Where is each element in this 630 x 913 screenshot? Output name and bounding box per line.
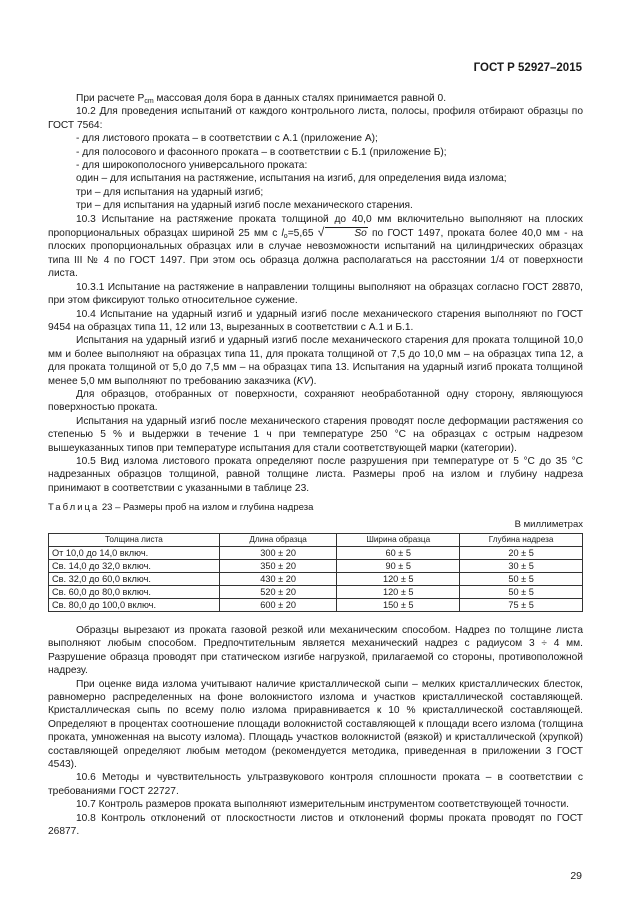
- table-row: [49, 560, 583, 573]
- text-segment: ).: [310, 375, 317, 387]
- page-content: [48, 92, 583, 839]
- text-segment: Испытания на ударный изгиб и ударный изгиб после механического старения для проката толщиной 10,0 мм и более выполняют на образцах типа 11, для проката толщиной от 7,5 до 10,0 мм – на образцах типа 12, а для проката толщиной от 5,0 до 7,5 мм – на образцах типа 13. Испытания на ударный изгиб проката толщиной менее 5,0 мм выполняют по требованию заказчика (: [48, 335, 583, 387]
- table-cell: 60 ± 5: [337, 547, 460, 560]
- table-cell: 300 ± 20: [219, 547, 336, 560]
- paragraph-impact-tests: [48, 334, 583, 388]
- table-cell: 520 ± 20: [219, 586, 336, 599]
- table-cell: 20 ± 5: [460, 547, 583, 560]
- specimen-size-table: [48, 533, 583, 612]
- table-cell: 120 ± 5: [337, 586, 460, 599]
- paragraph-10-5: 10.5 Вид излома листового проката определяют после разрушения при температуре от 5 °С до 35 °С надрезанных образцов толщиной, равной толщине листа. Размеры проб на излом и глубину надреза принимают в соответствии с указанными в таблице 23.: [48, 455, 583, 494]
- column-header: Длина образца: [219, 534, 336, 547]
- table-caption: [48, 501, 583, 514]
- table-cell: Св. 60,0 до 80,0 включ.: [49, 586, 220, 599]
- paragraph-10-3-1: 10.3.1 Испытание на растяжение в направлении толщины выполняют на образцах согласно ГОСТ 28870, при этом фиксируют только относительное сужение.: [48, 281, 583, 307]
- subscript: cm: [144, 98, 154, 105]
- table-cell: 150 ± 5: [337, 599, 460, 612]
- table-cell: Св. 80,0 до 100,0 включ.: [49, 599, 220, 612]
- paragraph-aging: Испытания на ударный изгиб после механического старения проводят после деформации растяжения со степенью 5 % и выдержки в течение 1 ч при температуре 250 °С на образцах с острым надрезом вышеуказанных типов при температуре испытания для стали соответствующей марки (категории).: [48, 415, 583, 454]
- text-segment: =5,65: [287, 228, 318, 240]
- table-cell: 120 ± 5: [337, 573, 460, 586]
- table-cell: 90 ± 5: [337, 560, 460, 573]
- column-header: Толщина листа: [49, 534, 220, 547]
- paragraph-10-3: [48, 213, 583, 281]
- formula-l: l: [281, 228, 284, 240]
- kv-symbol: KV: [296, 375, 311, 387]
- paragraph-10-6: 10.6 Методы и чувствительность ультразвукового контроля сплошности проката – в соответствии с требованиями ГОСТ 22727.: [48, 772, 583, 797]
- table-cell: 50 ± 5: [460, 586, 583, 599]
- table-caption-word: Таблица: [48, 502, 100, 514]
- subscript: o: [283, 233, 288, 241]
- table-cell: От 10,0 до 14,0 включ.: [49, 547, 220, 560]
- paragraph-10-2: 10.2 Для проведения испытаний от каждого контрольного листа, полосы, профиля отбирают образцы по ГОСТ 7564:: [48, 106, 583, 131]
- text-segment: массовая доля бора в данных сталях принимается равной 0.: [153, 93, 447, 104]
- paragraph-surface-samples: Для образцов, отобранных от поверхности, сохраняют необработанной одну сторону, являющуюся поверхностью проката.: [48, 388, 583, 414]
- table-header-row: [49, 534, 583, 547]
- paragraph-boron: [48, 92, 583, 105]
- table-cell: 350 ± 20: [219, 560, 336, 573]
- list-item: - для листового проката – в соответствии с А.1 (приложение А);: [76, 133, 378, 145]
- text-segment: 10.3 Испытание на растяжение проката толщиной до 40,0 мм включительно выполняют на плоских пропорциональных образцах шириной 25 мм с: [48, 213, 583, 240]
- table-caption-text: 23 – Размеры проб на излом и глубина надреза: [99, 502, 314, 514]
- paragraph-10-8: 10.8 Контроль отклонений от плоскостности листов и отклонений формы проката проводят по ГОСТ 26877.: [48, 812, 583, 838]
- paragraph-cutting: Образцы вырезают из проката газовой резкой или механическим способом. Надрез по толщине листа выполняют любым способом. Предпочтительным является механический надрез с радиусом 3 ÷ 4 мм. Разрушение образца проводят при статическом изгибе нагрузкой, прилагаемой со стороны, противоположной надрезу.: [48, 625, 583, 677]
- page-number: 29: [570, 870, 582, 882]
- list-item: три – для испытания на ударный изгиб после механического старения.: [76, 200, 413, 212]
- paragraph-fracture: При оценке вида излома учитывают наличие кристаллической сыпи – мелких кристаллических блесток, равномерно распределенных на фоне волокнистого излома и участков кристаллической составляющей. Кристаллическая сыпь по всему полю излома приравнивается к 10 % кристаллической составляющей. Определяют в процентах соотношение площади волокнистой составляющей к площади всего излома (толщина проката, умноженная на высоту излома). Площадь участков волокнистой (вязкой) и кристаллической (хрупкой) составляющей определяют любым методом (рекомендуется методика, приведенная в приложении 3 ГОСТ 4543).: [48, 678, 583, 771]
- table-row: [49, 573, 583, 586]
- sqrt-icon: √: [317, 225, 325, 240]
- list-item: - для полосового и фасонного проката – в соответствии с Б.1 (приложение Б);: [76, 146, 447, 158]
- list-item: три – для испытания на ударный изгиб;: [76, 186, 264, 198]
- table-cell: 75 ± 5: [460, 599, 583, 612]
- list-item: - для широкополосного универсального проката:: [76, 160, 308, 172]
- column-header: Глубина надреза: [460, 534, 583, 547]
- column-header: Ширина образца: [337, 534, 460, 547]
- document-standard-number: ГОСТ Р 52927–2015: [473, 62, 582, 74]
- table-cell: 30 ± 5: [460, 560, 583, 573]
- paragraph-10-4: 10.4 Испытание на ударный изгиб и ударный изгиб после механического старения выполняют по ГОСТ 9454 на образцах типа 11, 12 или 13, вырезанных в соответствии с А.1 и Б.1.: [48, 308, 583, 333]
- table-row: [49, 586, 583, 599]
- table-cell: Св. 32,0 до 60,0 включ.: [49, 573, 220, 586]
- text-segment: При расчете Р: [76, 93, 145, 104]
- table-row: [49, 599, 583, 612]
- formula-so: So: [325, 227, 367, 239]
- list-item: один – для испытания на растяжение, испытания на изгиб, для определения вида излома;: [76, 173, 507, 185]
- table-unit: В миллиметрах: [514, 518, 583, 530]
- table-cell: 600 ± 20: [219, 599, 336, 612]
- paragraph-10-7: 10.7 Контроль размеров проката выполняют измерительным инструментом соответствующей точности.: [76, 799, 570, 811]
- table-cell: Св. 14,0 до 32,0 включ.: [49, 560, 220, 573]
- table-cell: 50 ± 5: [460, 573, 583, 586]
- table-row: [49, 547, 583, 560]
- text-segment: по ГОСТ 1497, проката более 40,0 мм - на плоских пропорциональных образцах или в случае невозможности испытаний на цилиндрических образцах типа III № 4 по ГОСТ 1497. При этом ось образца должна располагаться на расстоянии 1/4 от поверхности листа.: [48, 228, 583, 280]
- table-cell: 430 ± 20: [219, 573, 336, 586]
